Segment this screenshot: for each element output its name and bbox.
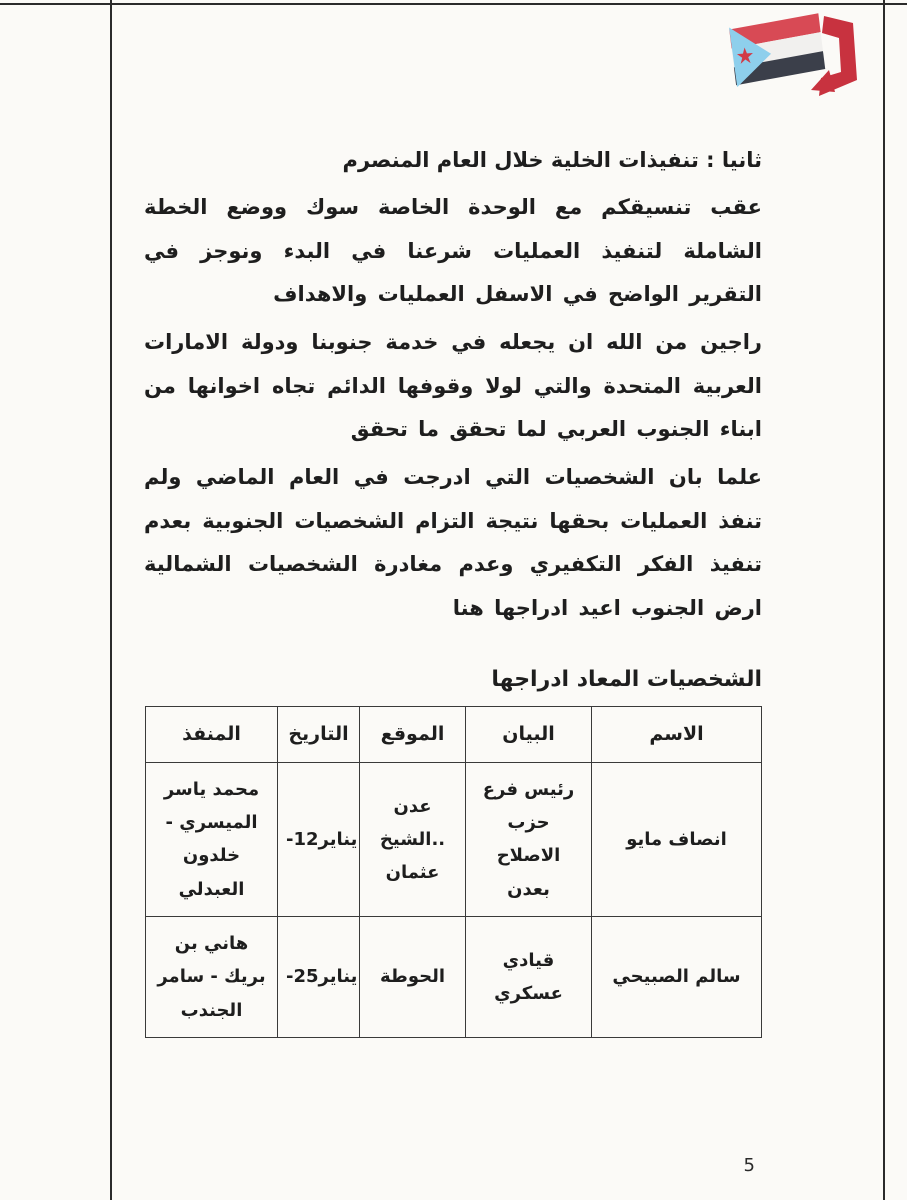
cell-executor: هاني بن بريك - سامر الجندب	[146, 917, 278, 1038]
table-row	[146, 762, 762, 916]
table-title: الشخصيات المعاد ادراجها	[491, 666, 762, 692]
column-header-date: التاريخ	[278, 706, 360, 762]
logo	[721, 8, 859, 100]
paragraph-1: عقب تنسيقكم مع الوحدة الخاصة سوك ووضع الخطة الشاملة لتنفيذ العمليات شرعنا في البدء ونوجز في التقرير الواضح في الاسفل العمليات والاهداف	[144, 195, 762, 307]
cell-description: قيادي عسكري	[466, 917, 592, 1038]
paragraph-2: راجين من الله ان يجعله في خدمة جنوبنا ودولة الامارات العربية المتحدة والتي لولا وقوفها الدائم تجاه اخوانها من ابناء الجنوب العربي لما تحقق ما تحقق	[144, 330, 762, 442]
column-header-location: الموقع	[360, 706, 466, 762]
cell-date: -12يناير	[278, 762, 360, 916]
cell-description: رئيس فرع حزب الاصلاح بعدن	[466, 762, 592, 916]
section-heading: ثانيا : تنفيذات الخلية خلال العام المنصرم	[342, 148, 762, 172]
cell-location: الحوطة	[360, 917, 466, 1038]
cell-date: -25يناير	[278, 917, 360, 1038]
scan-border-right	[883, 0, 885, 1200]
scan-border-left	[110, 0, 112, 1200]
paragraph-3: علما بان الشخصيات التي ادرجت في العام الماضي ولم تنفذ العمليات بحقها نتيجة التزام الشخصيات الجنوبية بعدم تنفيذ الفكر التكفيري وعدم مغادرة الشخصيات الشمالية ارض الجنوب اعيد ادراجها هنا	[144, 465, 762, 621]
cell-name: انصاف مايو	[592, 762, 762, 916]
cell-location: عدن ..الشيخ عثمان	[360, 762, 466, 916]
column-header-executor: المنفذ	[146, 706, 278, 762]
cell-name: سالم الصبيحي	[592, 917, 762, 1038]
column-header-name: الاسم	[592, 706, 762, 762]
page-number: 5	[743, 1155, 755, 1176]
scan-border-top	[0, 3, 907, 5]
reinstated-personalities-table	[145, 706, 762, 1038]
column-header-description: البيان	[466, 706, 592, 762]
table-header-row	[146, 706, 762, 762]
south-yemen-flag-arrow-icon	[721, 8, 859, 100]
document-content	[144, 148, 762, 1038]
table-row	[146, 917, 762, 1038]
cell-executor: محمد ياسر الميسري - خلدون العبدلي	[146, 762, 278, 916]
